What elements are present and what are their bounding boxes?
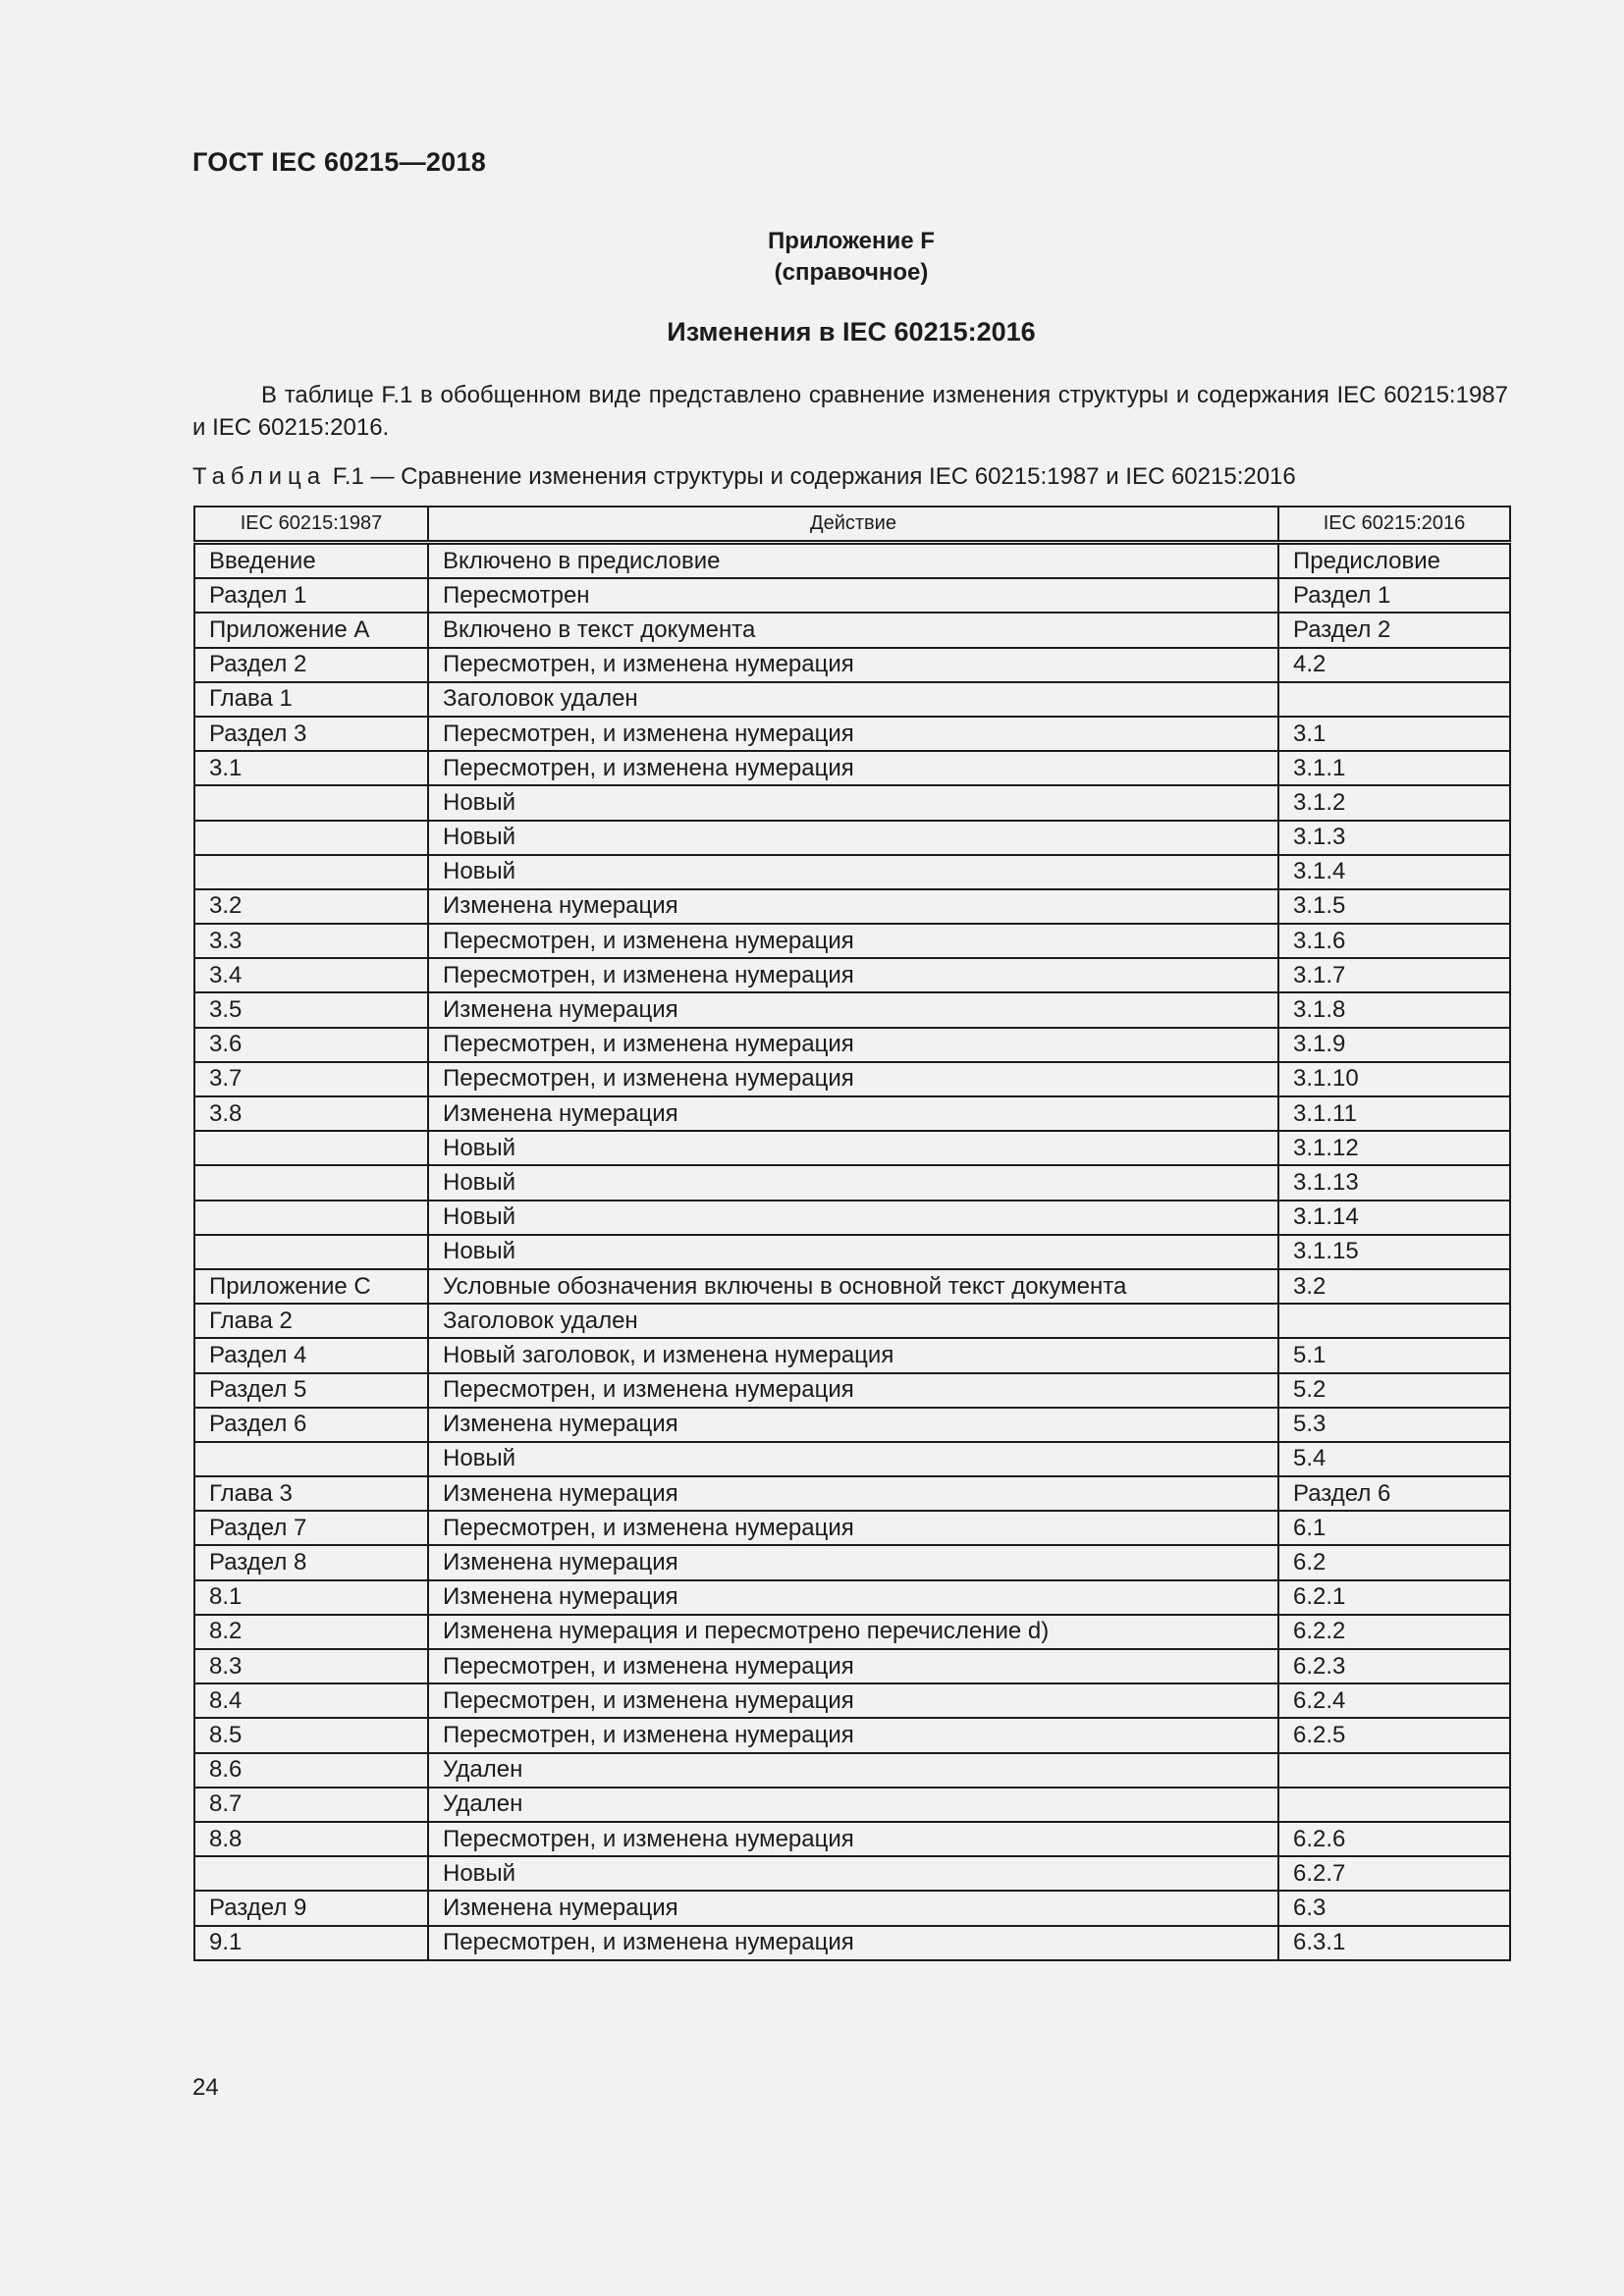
cell-old-section: [194, 1235, 428, 1269]
table-row: [194, 924, 1510, 958]
table-row: [194, 1442, 1510, 1476]
cell-new-section: 6.2: [1278, 1545, 1510, 1579]
cell-new-section: [1278, 1753, 1510, 1788]
cell-action: Пересмотрен, и изменена нумерация: [428, 1718, 1278, 1752]
cell-action: Пересмотрен, и изменена нумерация: [428, 1511, 1278, 1545]
cell-action: Пересмотрен, и изменена нумерация: [428, 1062, 1278, 1096]
cell-action: Заголовок удален: [428, 1304, 1278, 1338]
cell-action: Включено в текст документа: [428, 613, 1278, 647]
cell-old-section: 3.5: [194, 992, 428, 1027]
cell-action: Изменена нумерация: [428, 1580, 1278, 1615]
cell-old-section: Раздел 8: [194, 1545, 428, 1579]
table-row: [194, 648, 1510, 682]
table-row: [194, 1788, 1510, 1822]
cell-new-section: 3.1.12: [1278, 1131, 1510, 1165]
cell-old-section: 8.3: [194, 1649, 428, 1683]
table-row: [194, 578, 1510, 613]
intro-paragraph: В таблице F.1 в обобщенном виде представлено сравнение изменения структуры и содержания IEC 60215:1987 и IEC 60215:2016.: [192, 382, 1508, 441]
cell-new-section: 3.1.7: [1278, 958, 1510, 992]
cell-old-section: Раздел 9: [194, 1891, 428, 1925]
cell-old-section: 8.4: [194, 1683, 428, 1718]
cell-action: Новый: [428, 1856, 1278, 1891]
cell-old-section: Раздел 3: [194, 717, 428, 751]
table-row: [194, 1408, 1510, 1442]
table-row: [194, 751, 1510, 785]
cell-new-section: Раздел 2: [1278, 613, 1510, 647]
table-row: [194, 543, 1510, 579]
table-row: [194, 821, 1510, 855]
table-row: [194, 1718, 1510, 1752]
cell-action: Пересмотрен, и изменена нумерация: [428, 1822, 1278, 1856]
cell-action: Новый: [428, 1442, 1278, 1476]
cell-action: Пересмотрен, и изменена нумерация: [428, 717, 1278, 751]
cell-action: Изменена нумерация: [428, 1408, 1278, 1442]
cell-old-section: 3.2: [194, 889, 428, 924]
cell-action: Пересмотрен, и изменена нумерация: [428, 924, 1278, 958]
table-row: [194, 1891, 1510, 1925]
column-header-old: IEC 60215:1987: [194, 507, 428, 543]
cell-old-section: [194, 1165, 428, 1200]
document-header: ГОСТ IEC 60215—2018: [192, 147, 487, 177]
annex-heading: Изменения в IEC 60215:2016: [667, 317, 1036, 347]
cell-old-section: 3.8: [194, 1096, 428, 1131]
cell-old-section: Введение: [194, 543, 428, 579]
table-body: [194, 543, 1510, 1960]
cell-old-section: Раздел 6: [194, 1408, 428, 1442]
cell-old-section: [194, 1856, 428, 1891]
cell-old-section: Раздел 1: [194, 578, 428, 613]
cell-new-section: 6.1: [1278, 1511, 1510, 1545]
cell-action: Пересмотрен, и изменена нумерация: [428, 1926, 1278, 1960]
cell-new-section: 6.2.4: [1278, 1683, 1510, 1718]
cell-old-section: 3.6: [194, 1028, 428, 1062]
cell-action: Изменена нумерация: [428, 1891, 1278, 1925]
column-header-action: Действие: [428, 507, 1278, 543]
cell-new-section: Предисловие: [1278, 543, 1510, 579]
cell-action: Пересмотрен, и изменена нумерация: [428, 1683, 1278, 1718]
cell-action: Новый: [428, 821, 1278, 855]
table-row: [194, 1131, 1510, 1165]
cell-new-section: [1278, 682, 1510, 717]
table-row: [194, 1476, 1510, 1511]
table-row: [194, 1511, 1510, 1545]
table-caption-text: F.1 — Сравнение изменения структуры и содержания IEC 60215:1987 и IEC 60215:2016: [332, 463, 1296, 490]
cell-new-section: 6.2.2: [1278, 1615, 1510, 1649]
cell-new-section: [1278, 1788, 1510, 1822]
cell-new-section: 3.1.2: [1278, 785, 1510, 820]
cell-old-section: Глава 3: [194, 1476, 428, 1511]
table-row: [194, 1269, 1510, 1304]
cell-action: Изменена нумерация: [428, 1096, 1278, 1131]
cell-new-section: 5.3: [1278, 1408, 1510, 1442]
annex-title: Приложение F: [768, 228, 935, 254]
cell-new-section: Раздел 1: [1278, 578, 1510, 613]
cell-old-section: [194, 821, 428, 855]
table-row: [194, 1649, 1510, 1683]
table-row: [194, 1580, 1510, 1615]
changes-table: [193, 506, 1511, 1961]
page-number: 24: [192, 2074, 219, 2101]
cell-new-section: [1278, 1304, 1510, 1338]
cell-old-section: Раздел 4: [194, 1338, 428, 1372]
cell-action: Изменена нумерация и пересмотрено перечисление d): [428, 1615, 1278, 1649]
table-row: [194, 1165, 1510, 1200]
cell-new-section: 3.1.10: [1278, 1062, 1510, 1096]
cell-action: Новый: [428, 1201, 1278, 1235]
table-row: [194, 1615, 1510, 1649]
table-row: [194, 717, 1510, 751]
cell-action: Новый: [428, 1235, 1278, 1269]
cell-action: Изменена нумерация: [428, 889, 1278, 924]
cell-new-section: 3.1.8: [1278, 992, 1510, 1027]
cell-action: Включено в предисловие: [428, 543, 1278, 579]
cell-action: Новый: [428, 785, 1278, 820]
cell-new-section: 3.1.3: [1278, 821, 1510, 855]
cell-action: Удален: [428, 1753, 1278, 1788]
table-row: [194, 1545, 1510, 1579]
cell-new-section: 3.1.6: [1278, 924, 1510, 958]
cell-new-section: 3.1.11: [1278, 1096, 1510, 1131]
cell-old-section: [194, 1201, 428, 1235]
cell-old-section: 3.7: [194, 1062, 428, 1096]
cell-old-section: 8.6: [194, 1753, 428, 1788]
table-row: [194, 1201, 1510, 1235]
cell-old-section: 8.8: [194, 1822, 428, 1856]
cell-new-section: 6.2.5: [1278, 1718, 1510, 1752]
cell-old-section: 8.7: [194, 1788, 428, 1822]
table-row: [194, 613, 1510, 647]
cell-new-section: 6.2.6: [1278, 1822, 1510, 1856]
cell-action: Новый: [428, 1131, 1278, 1165]
cell-action: Пересмотрен, и изменена нумерация: [428, 648, 1278, 682]
table-row: [194, 1753, 1510, 1788]
table-row: [194, 889, 1510, 924]
table-caption: [192, 463, 1296, 491]
cell-action: Пересмотрен, и изменена нумерация: [428, 1649, 1278, 1683]
cell-old-section: 8.2: [194, 1615, 428, 1649]
cell-action: Заголовок удален: [428, 682, 1278, 717]
cell-new-section: 3.1.1: [1278, 751, 1510, 785]
cell-new-section: 3.1.14: [1278, 1201, 1510, 1235]
cell-old-section: Приложение С: [194, 1269, 428, 1304]
cell-action: Изменена нумерация: [428, 992, 1278, 1027]
table-row: [194, 992, 1510, 1027]
column-header-new: IEC 60215:2016: [1278, 507, 1510, 543]
cell-old-section: Раздел 7: [194, 1511, 428, 1545]
cell-old-section: [194, 1442, 428, 1476]
cell-action: Пересмотрен, и изменена нумерация: [428, 1028, 1278, 1062]
cell-new-section: 6.3: [1278, 1891, 1510, 1925]
cell-action: Пересмотрен, и изменена нумерация: [428, 1373, 1278, 1408]
cell-old-section: [194, 1131, 428, 1165]
cell-new-section: 3.1.5: [1278, 889, 1510, 924]
table-row: [194, 1373, 1510, 1408]
cell-old-section: Глава 1: [194, 682, 428, 717]
table-row: [194, 1304, 1510, 1338]
table-row: [194, 1926, 1510, 1960]
cell-new-section: Раздел 6: [1278, 1476, 1510, 1511]
table-row: [194, 1028, 1510, 1062]
cell-new-section: 3.2: [1278, 1269, 1510, 1304]
table-row: [194, 1235, 1510, 1269]
cell-old-section: [194, 785, 428, 820]
cell-old-section: Раздел 2: [194, 648, 428, 682]
cell-new-section: 3.1.15: [1278, 1235, 1510, 1269]
cell-old-section: Раздел 5: [194, 1373, 428, 1408]
cell-action: Удален: [428, 1788, 1278, 1822]
cell-new-section: 4.2: [1278, 648, 1510, 682]
cell-new-section: 5.1: [1278, 1338, 1510, 1372]
annex-type: (справочное): [774, 259, 929, 286]
table-header-row: [194, 507, 1510, 543]
annex-title-block: [0, 226, 1624, 289]
cell-new-section: 3.1.4: [1278, 855, 1510, 889]
cell-old-section: Глава 2: [194, 1304, 428, 1338]
cell-new-section: 5.2: [1278, 1373, 1510, 1408]
cell-new-section: 6.2.3: [1278, 1649, 1510, 1683]
table-row: [194, 1856, 1510, 1891]
cell-old-section: 9.1: [194, 1926, 428, 1960]
table-row: [194, 1683, 1510, 1718]
cell-new-section: 6.2.7: [1278, 1856, 1510, 1891]
cell-old-section: Приложение А: [194, 613, 428, 647]
cell-old-section: 3.3: [194, 924, 428, 958]
cell-action: Пересмотрен, и изменена нумерация: [428, 958, 1278, 992]
cell-action: Пересмотрен: [428, 578, 1278, 613]
table-row: [194, 682, 1510, 717]
table-row: [194, 1062, 1510, 1096]
cell-new-section: 3.1.9: [1278, 1028, 1510, 1062]
cell-new-section: 6.3.1: [1278, 1926, 1510, 1960]
cell-action: Новый: [428, 1165, 1278, 1200]
table-row: [194, 1338, 1510, 1372]
cell-old-section: 8.5: [194, 1718, 428, 1752]
cell-old-section: 3.1: [194, 751, 428, 785]
cell-old-section: [194, 855, 428, 889]
table-row: [194, 1096, 1510, 1131]
table-row: [194, 785, 1510, 820]
cell-action: Изменена нумерация: [428, 1545, 1278, 1579]
table-row: [194, 1822, 1510, 1856]
cell-action: Новый: [428, 855, 1278, 889]
cell-action: Изменена нумерация: [428, 1476, 1278, 1511]
cell-new-section: 6.2.1: [1278, 1580, 1510, 1615]
table-row: [194, 958, 1510, 992]
cell-action: Пересмотрен, и изменена нумерация: [428, 751, 1278, 785]
cell-old-section: 3.4: [194, 958, 428, 992]
table-caption-word: Таблица: [192, 463, 327, 490]
cell-old-section: 8.1: [194, 1580, 428, 1615]
table-row: [194, 855, 1510, 889]
cell-new-section: 3.1: [1278, 717, 1510, 751]
cell-new-section: 3.1.13: [1278, 1165, 1510, 1200]
cell-action: Условные обозначения включены в основной текст документа: [428, 1269, 1278, 1304]
cell-new-section: 5.4: [1278, 1442, 1510, 1476]
cell-action: Новый заголовок, и изменена нумерация: [428, 1338, 1278, 1372]
